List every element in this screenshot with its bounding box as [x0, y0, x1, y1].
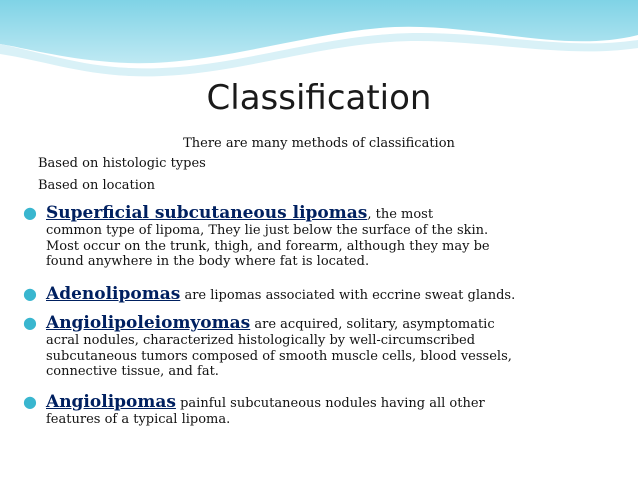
bullet-item	[23, 313, 628, 380]
bullet-heading: Superficial subcutaneous lipomas	[46, 203, 368, 223]
bullet-text: are lipomas associated with eccrine sweat glands.	[180, 288, 516, 303]
bullet-item	[23, 392, 628, 428]
text-line: Based on location	[38, 178, 156, 193]
bullet-heading: Angiolipoleiomyomas	[46, 313, 251, 333]
wave-decoration	[0, 0, 638, 85]
bullet-text: common type of lipoma, They lie just below the surface of the skin.	[46, 223, 489, 238]
bullet-text: connective tissue, and fat.	[46, 364, 219, 379]
bullet-text: found anywhere in the body where fat is located.	[46, 254, 370, 269]
bullet-icon: ●	[23, 203, 37, 222]
bullet-item	[23, 203, 628, 270]
bullet-heading: Angiolipomas	[46, 392, 176, 412]
bullet-text: features of a typical lipoma.	[46, 412, 231, 427]
bullet-text: are acquired, solitary, asymptomatic	[250, 317, 495, 332]
bullet-heading: Adenolipomas	[46, 284, 181, 304]
bullet-text: Most occur on the trunk, thigh, and forearm, although they may be	[46, 238, 490, 254]
text-line: Based on histologic types	[38, 156, 206, 171]
bullet-text: painful subcutaneous nodules having all other	[175, 396, 485, 411]
bullet-icon: ●	[23, 392, 37, 411]
slide-subtitle: There are many methods of classification	[183, 136, 455, 151]
bullet-text: subcutaneous tumors composed of smooth muscle cells, blood vessels,	[46, 348, 512, 364]
bullet-text: , the most	[367, 207, 434, 222]
bullet-item	[23, 284, 628, 304]
slide-title: Classification	[206, 78, 432, 118]
bullet-icon: ●	[23, 284, 37, 303]
bullet-text: acral nodules, characterized histologically by well-circumscribed	[46, 333, 476, 348]
bullet-icon: ●	[23, 313, 37, 332]
